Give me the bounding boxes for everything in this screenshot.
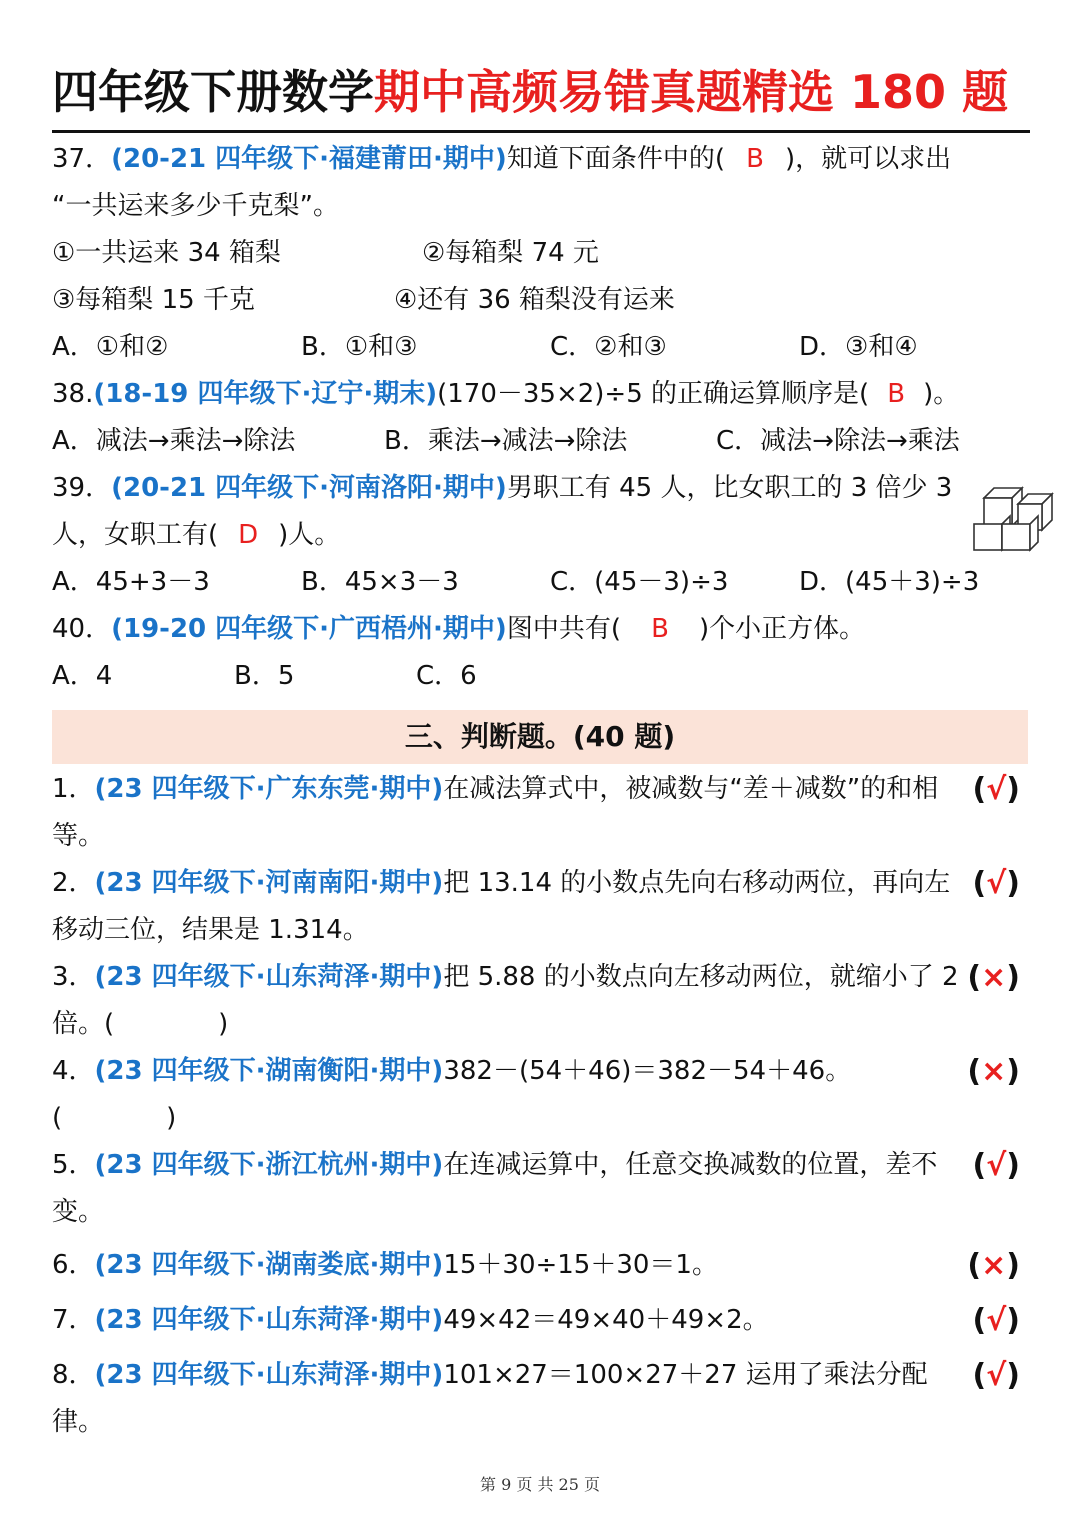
page-header <box>52 52 1032 132</box>
page-title <box>52 52 1032 132</box>
cube-stack-figure-icon <box>970 474 1062 556</box>
judge-text: 15＋30÷15＋30＝1。 <box>443 1250 718 1280</box>
q39-option-c: C．(45－3)÷3 <box>550 567 729 597</box>
q37-text3: “一共运来多少千克梨”。 <box>52 191 339 221</box>
judge-text: 382－(54＋46)＝382－54＋46。( ) <box>52 1056 852 1133</box>
q39-options <box>52 559 1028 606</box>
judge-source: (23 四年级下·山东菏泽·期中) <box>94 1360 444 1390</box>
q40-text2: )个小正方体。 <box>698 614 866 644</box>
q37-source: (20-21 四年级下·福建莆田·期中) <box>111 144 507 174</box>
q40-option-b: B．5 <box>234 661 295 691</box>
page-footer: 第 9 页 共 25 页 <box>480 1475 600 1494</box>
q40-source: (19-20 四年级下·广西梧州·期中) <box>111 614 507 644</box>
q37-line2 <box>52 183 1028 230</box>
judge-item-6 <box>52 1242 1028 1289</box>
judge-text: 在减法算式中，被减数与“差＋减数”的和相等。 <box>52 774 939 851</box>
q40-option-a: A．4 <box>52 661 113 691</box>
q40-option-c: C．6 <box>416 661 477 691</box>
judge-mark: (√) <box>972 866 1020 901</box>
check-mark-icon: √ <box>986 1303 1007 1338</box>
judge-number: 1． <box>52 774 95 804</box>
cross-mark-icon: × <box>981 1054 1007 1089</box>
judge-item-8 <box>52 1352 1028 1446</box>
judge-number: 5． <box>52 1150 95 1180</box>
judge-item-4 <box>52 1048 1028 1142</box>
q39-text1: 男职工有 45 人，比女职工的 3 倍少 3 <box>506 473 953 503</box>
q38-text2: )。 <box>923 379 960 409</box>
section-title: 三、判断题。(40 题) <box>404 720 676 753</box>
q40-line1 <box>52 606 1028 653</box>
q38-text1: (170－35×2)÷5 的正确运算顺序是( <box>437 379 870 409</box>
q39-answer: D <box>238 520 259 550</box>
judge-source: (23 四年级下·广东东莞·期中) <box>94 774 444 804</box>
q37-option-b: B．①和③ <box>301 332 418 362</box>
judge-number: 3． <box>52 962 95 992</box>
judge-number: 7． <box>52 1305 95 1335</box>
judge-mark: (√) <box>972 1303 1020 1338</box>
judge-source: (23 四年级下·山东菏泽·期中) <box>94 962 444 992</box>
q39-text2: 人，女职工有( <box>52 520 219 550</box>
judge-item-7 <box>52 1297 1028 1344</box>
judge-mark: (×) <box>967 1248 1020 1283</box>
q38-option-b: B．乘法→减法→除法 <box>384 426 628 456</box>
title-black: 四年级下册数学 <box>52 65 374 119</box>
q39-number: 39． <box>52 473 112 503</box>
judge-number: 6． <box>52 1250 95 1280</box>
q37-text2: )，就可以求出 <box>784 144 952 174</box>
q39-line2 <box>52 512 1028 559</box>
q39-text3: )人。 <box>278 520 341 550</box>
q38-line1 <box>52 371 1028 418</box>
cross-mark-icon: × <box>981 960 1007 995</box>
document-body <box>52 136 1028 1446</box>
judge-text: 把 5.88 的小数点向左移动两位，就缩小了 2 倍。( ) <box>52 962 959 1039</box>
q37-cond1: ①一共运来 34 箱梨 <box>52 238 281 268</box>
q37-cond3: ③每箱梨 15 千克 <box>52 285 255 315</box>
q37-cond2: ②每箱梨 74 元 <box>422 238 599 268</box>
q37-option-c: C．②和③ <box>550 332 667 362</box>
q38-number: 38. <box>52 379 94 409</box>
q39-option-d: D．(45＋3)÷3 <box>799 567 980 597</box>
judge-item-1 <box>52 766 1028 860</box>
check-mark-icon: √ <box>986 1358 1007 1393</box>
title-red: 期中高频易错真题精选 180 题 <box>374 65 1009 119</box>
judge-source: (23 四年级下·湖南娄底·期中) <box>94 1250 444 1280</box>
q39-option-b: B．45×3－3 <box>301 567 459 597</box>
q40-text1: 图中共有( <box>506 614 621 644</box>
judge-number: 4． <box>52 1056 95 1086</box>
judge-source: (23 四年级下·山东菏泽·期中) <box>94 1305 444 1335</box>
judge-source: (23 四年级下·河南南阳·期中) <box>94 868 444 898</box>
q37-conditions-row2 <box>52 277 1028 324</box>
q39-option-a: A．45+3－3 <box>52 567 210 597</box>
q38-source: (18-19 四年级下·辽宁·期末) <box>93 379 438 409</box>
check-mark-icon: √ <box>986 866 1007 901</box>
section-banner <box>52 710 1028 764</box>
q38-option-c: C．减法→除法→乘法 <box>716 426 960 456</box>
q38-option-a: A．减法→乘法→除法 <box>52 426 296 456</box>
judge-item-5 <box>52 1142 1028 1236</box>
q37-cond4: ④还有 36 箱梨没有运来 <box>394 285 675 315</box>
q37-option-d: D．③和④ <box>799 332 918 362</box>
q40-options <box>52 653 1028 700</box>
q38-answer: B <box>887 379 906 409</box>
check-mark-icon: √ <box>986 1148 1007 1183</box>
judge-text: 49×42＝49×40＋49×2。 <box>443 1305 769 1335</box>
judge-text: 101×27＝100×27＋27 运用了乘法分配律。 <box>52 1360 928 1437</box>
judge-number: 8． <box>52 1360 95 1390</box>
judge-mark: (√) <box>972 772 1020 807</box>
judge-source: (23 四年级下·湖南衡阳·期中) <box>94 1056 444 1086</box>
q37-answer: B <box>746 144 764 174</box>
q37-number: 37． <box>52 144 112 174</box>
judge-text: 在连减运算中，任意交换减数的位置，差不变。 <box>52 1150 938 1227</box>
q39-line1 <box>52 465 1028 512</box>
q37-option-a: A．①和② <box>52 332 169 362</box>
q39-source: (20-21 四年级下·河南洛阳·期中) <box>111 473 507 503</box>
judge-mark: (√) <box>972 1148 1020 1183</box>
q37-conditions-row1 <box>52 230 1028 277</box>
judge-mark: (×) <box>967 1054 1020 1089</box>
cross-mark-icon: × <box>981 1248 1007 1283</box>
judge-mark: (×) <box>967 960 1020 995</box>
judge-source: (23 四年级下·浙江杭州·期中) <box>94 1150 444 1180</box>
title-underline <box>52 130 1030 133</box>
q37-text1: 知道下面条件中的( <box>506 144 725 174</box>
judge-item-2 <box>52 860 1028 954</box>
q40-answer: B <box>651 614 669 644</box>
judge-number: 2． <box>52 868 95 898</box>
q37-line1 <box>52 136 1028 183</box>
q37-options <box>52 324 1028 371</box>
q38-options <box>52 418 1028 465</box>
judge-mark: (√) <box>972 1358 1020 1393</box>
judge-text: 把 13.14 的小数点先向右移动两位，再向左移动三位，结果是 1.314。 <box>52 868 951 945</box>
q40-number: 40． <box>52 614 112 644</box>
judge-item-3 <box>52 954 1028 1048</box>
check-mark-icon: √ <box>986 772 1007 807</box>
